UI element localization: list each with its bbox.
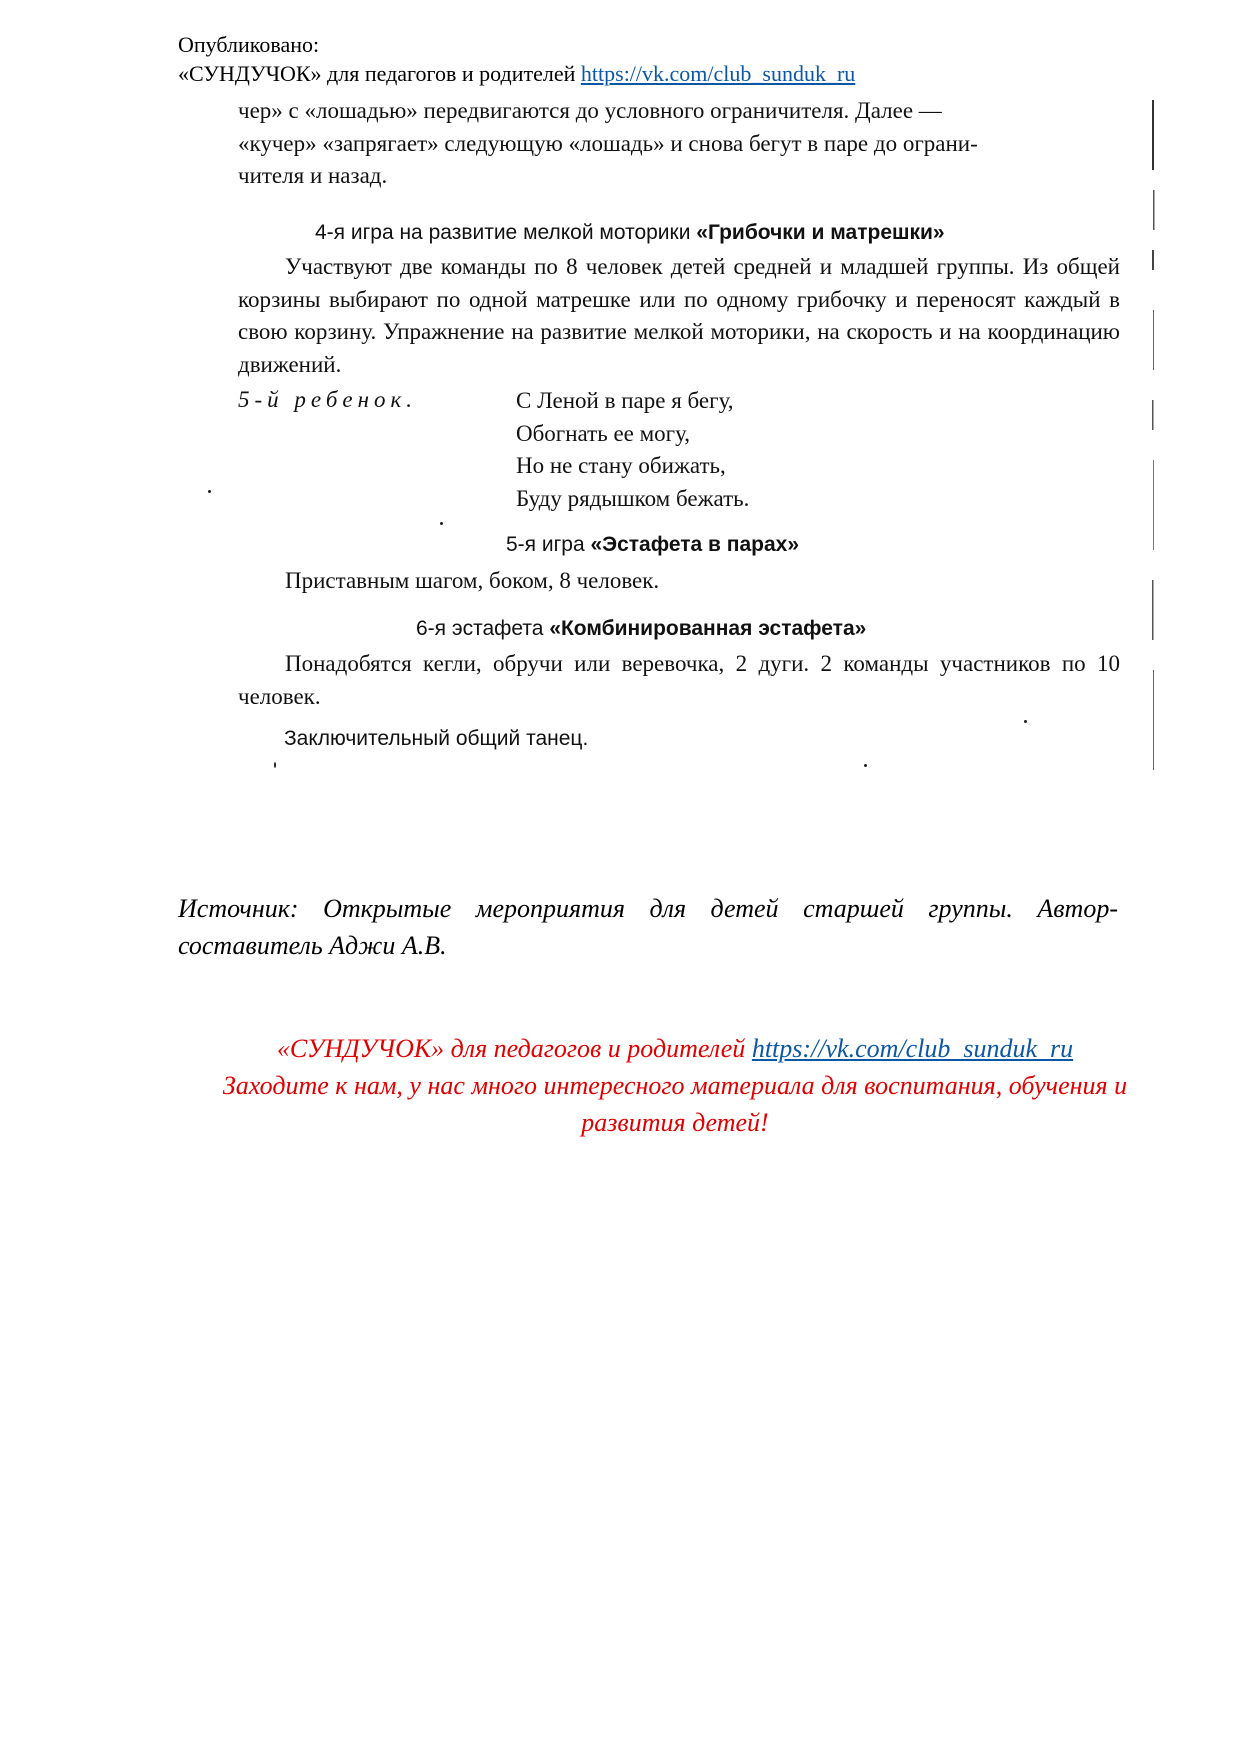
game5-heading bbox=[506, 531, 799, 559]
scanned-page bbox=[200, 95, 1130, 795]
scan-edge-noise bbox=[1150, 100, 1156, 780]
scan-speck bbox=[208, 490, 211, 493]
relay6-heading bbox=[416, 615, 866, 643]
intro-line: чителя и назад. bbox=[238, 163, 388, 188]
publication-header bbox=[178, 30, 855, 88]
header-site-line bbox=[178, 59, 855, 88]
poem bbox=[516, 385, 749, 515]
game4-text: Участвуют две команды по 8 человек детей средней и младшей группы. Из общей корзины выбирают по одной матрешке или по одному грибочку и переносят каждый в свою корзину. Упражнение на развитие мелкой моторики, на скорость и на координацию движений. bbox=[238, 254, 1120, 377]
relay6-text: Понадобятся кегли, обручи или веревочка, 2 дуги. 2 команды участников по 10 человек. bbox=[238, 651, 1120, 709]
scan-speck bbox=[274, 762, 276, 768]
intro-paragraph bbox=[238, 95, 1120, 193]
header-site-text: «СУНДУЧОК» для педагогов и родителей bbox=[178, 61, 576, 86]
promo-vk-link[interactable]: https://vk.com/club_sunduk_ru bbox=[751, 1034, 1074, 1063]
promo-invite: Заходите к нам, у нас много интересного материала для воспитания, обучения и развития детей! bbox=[222, 1071, 1128, 1137]
game4-prefix: 4-я игра на развитие мелкой моторики bbox=[315, 221, 697, 244]
scan-speck bbox=[1024, 720, 1027, 723]
source-note: Источник: Открытые мероприятия для детей старшей группы. Автор-составитель Аджи А.В. bbox=[178, 894, 1118, 960]
closing-dance: Заключительный общий танец. bbox=[284, 727, 589, 750]
game4-heading bbox=[315, 219, 945, 247]
scan-speck bbox=[440, 522, 443, 525]
intro-line: чер» с «лошадью» передвигаются до условного ограничителя. Далее — bbox=[238, 98, 942, 123]
promo-block bbox=[170, 1030, 1180, 1141]
scan-speck bbox=[864, 764, 867, 767]
poem-speaker: 5-й ребенок. bbox=[238, 387, 418, 412]
relay6-title: «Комбинированная эстафета» bbox=[549, 617, 867, 640]
intro-line: «кучер» «запрягает» следующую «лошадь» и снова бегут в паре до ограни- bbox=[238, 130, 978, 156]
published-label: Опубликовано: bbox=[178, 32, 320, 57]
promo-site-text: «СУНДУЧОК» для педагогов и родителей bbox=[276, 1034, 746, 1063]
promo-site-line bbox=[170, 1030, 1180, 1067]
poem-line: Буду рядышком бежать. bbox=[516, 485, 750, 511]
game5-title: «Эстафета в парах» bbox=[590, 533, 800, 556]
game5-text: Приставным шагом, боком, 8 человек. bbox=[285, 568, 660, 593]
poem-line: Но не стану обижать, bbox=[516, 453, 726, 478]
poem-line: Обогнать ее могу, bbox=[516, 420, 691, 446]
game4-title: «Грибочки и матрешки» bbox=[696, 221, 945, 244]
relay6-prefix: 6-я эстафета bbox=[416, 617, 550, 640]
poem-line: С Леной в паре я бегу, bbox=[516, 388, 734, 413]
game5-prefix: 5-я игра bbox=[506, 533, 591, 556]
header-vk-link[interactable]: https://vk.com/club_sunduk_ru bbox=[580, 61, 856, 86]
